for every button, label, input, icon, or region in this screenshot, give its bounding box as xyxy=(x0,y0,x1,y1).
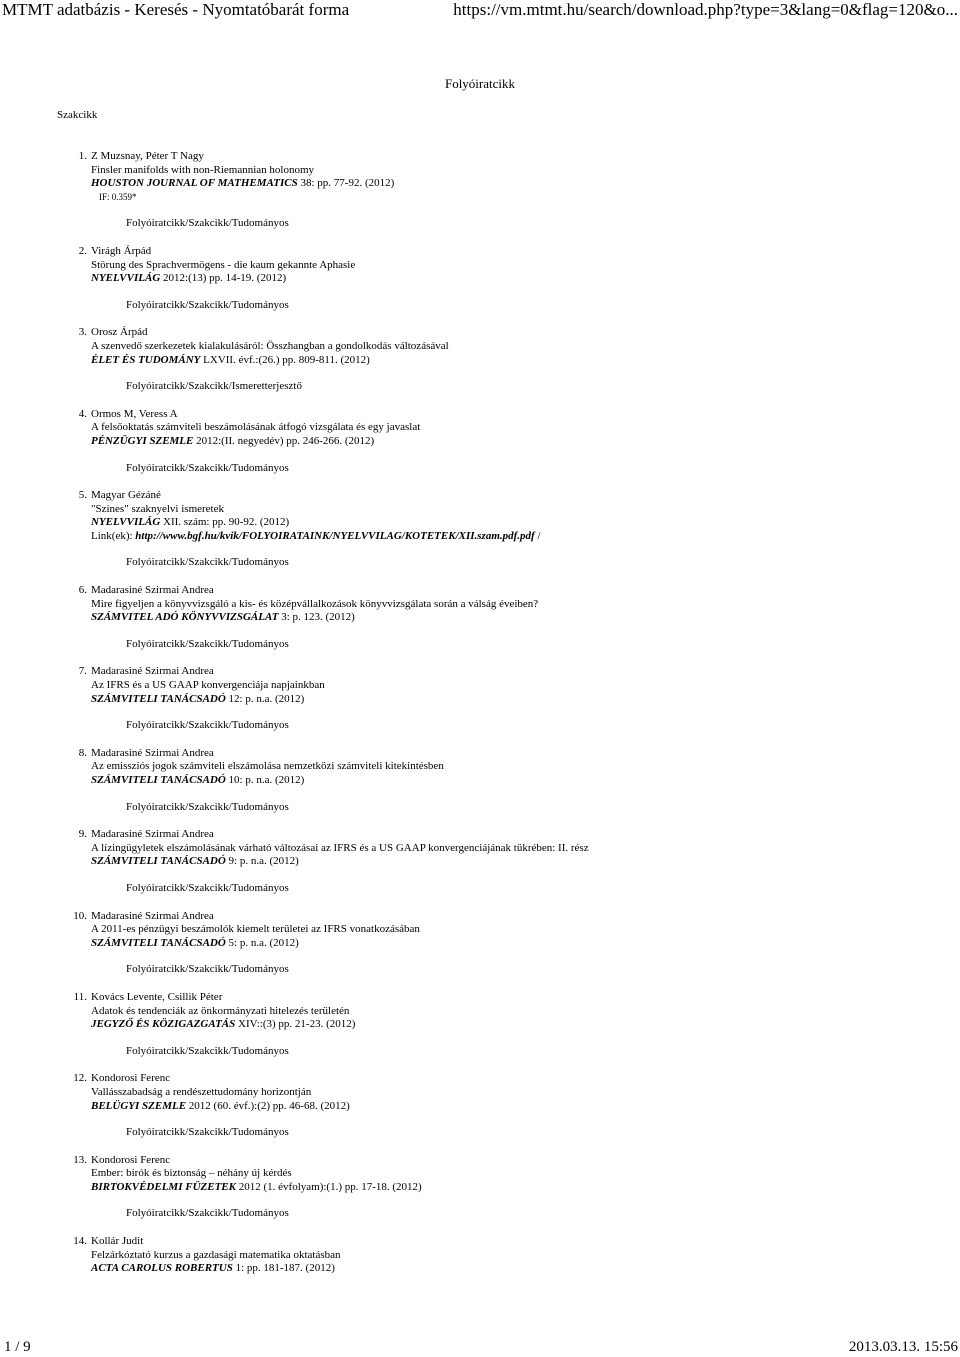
publication-entry xyxy=(78,746,951,814)
entry-authors-text: Kollár Judit xyxy=(91,1235,144,1248)
entry-authors xyxy=(78,407,951,422)
entry-authors xyxy=(78,746,951,761)
entry-details: 10: p. n.a. (2012) xyxy=(225,774,305,786)
entry-authors-text: Z Muzsnay, Péter T Nagy xyxy=(91,150,204,162)
entry-number: 9. xyxy=(78,828,87,841)
entry-journal-line xyxy=(91,1262,951,1276)
entry-number: 3. xyxy=(78,326,87,339)
entry-journal-line xyxy=(91,937,951,951)
entry-number: 7. xyxy=(78,665,87,678)
entry-title: Mire figyeljen a könyvvizsgáló a kis- és középvállalkozások könyvvizsgálata során a válság éveiben? xyxy=(91,597,539,610)
entry-authors-text: Madarasiné Szirmai Andrea xyxy=(91,746,214,759)
subsection-title: Szakcikk xyxy=(57,109,98,121)
entry-details: 12: p. n.a. (2012) xyxy=(225,692,305,705)
entry-journal-line xyxy=(91,354,951,368)
page-number: 1 / 9 xyxy=(4,1339,31,1355)
entry-category: Folyóiratcikk/Szakcikk/Tudományos xyxy=(126,963,289,976)
entry-authors xyxy=(78,584,951,598)
entry-details: 2012:(13) pp. 14-19. (2012) xyxy=(160,272,287,285)
entry-category: Folyóiratcikk/Szakcikk/Tudományos xyxy=(126,881,289,894)
entry-journal: BIRTOKVÉDELMI FÜZETEK xyxy=(91,1180,236,1193)
entry-title: Felzárkóztató kurzus a gazdasági matematika oktatásban xyxy=(91,1248,341,1261)
entry-category: Folyóiratcikk/Szakcikk/Tudományos xyxy=(126,461,289,474)
entry-number: 2. xyxy=(78,244,87,257)
entry-journal: SZÁMVITEL ADÓ KÖNYVVIZSGÁLAT xyxy=(91,611,279,624)
entry-category: Folyóiratcikk/Szakcikk/Tudományos xyxy=(126,1126,289,1139)
entry-category: Folyóiratcikk/Szakcikk/Tudományos xyxy=(126,1207,289,1220)
entry-authors-text: Kondorosi Ferenc xyxy=(91,1072,171,1085)
entry-authors xyxy=(73,1235,951,1249)
entry-journal: SZÁMVITELI TANÁCSADÓ xyxy=(91,936,226,949)
entry-journal-line xyxy=(91,693,951,707)
entry-number: 10. xyxy=(73,909,87,922)
entry-details: 2012 (1. évfolyam):(1.) pp. 17-18. (2012) xyxy=(235,1180,422,1193)
entry-number: 14. xyxy=(73,1235,87,1248)
entry-number: 4. xyxy=(78,407,87,420)
entry-journal-line xyxy=(91,516,951,530)
entry-title: "Színes" szaknyelvi ismeretek xyxy=(91,502,224,515)
entry-number: 6. xyxy=(78,584,87,597)
entry-authors-text: Ormos M, Veress A xyxy=(91,407,178,420)
entry-number: 5. xyxy=(78,489,87,502)
publication-entry xyxy=(78,326,951,393)
entry-details: XIV::(3) pp. 21-23. (2012) xyxy=(235,1018,356,1031)
publication-entry xyxy=(78,584,951,651)
publication-entry xyxy=(73,1235,951,1276)
publication-list xyxy=(73,150,951,1276)
entry-authors-text: Orosz Árpád xyxy=(91,326,148,339)
entry-authors-text: Madarasiné Szirmai Andrea xyxy=(91,909,214,922)
entry-category: Folyóiratcikk/Szakcikk/Tudományos xyxy=(126,1044,289,1057)
entry-details: 38: pp. 77-92. (2012) xyxy=(297,177,395,190)
publication-entry xyxy=(73,1153,951,1221)
entry-title: A lízingügyletek elszámolásának várható változásai az IFRS és a US GAAP konvergenciájának tükrében: II. rész xyxy=(91,841,589,854)
entry-journal-line xyxy=(91,774,951,788)
entry-authors xyxy=(78,150,951,164)
publication-entry xyxy=(78,489,951,570)
entry-journal: PÉNZÜGYI SZEMLE xyxy=(91,434,194,447)
entry-category: Folyóiratcikk/Szakcikk/Tudományos xyxy=(126,556,289,569)
publication-entry xyxy=(78,150,951,231)
publication-entry xyxy=(78,665,951,732)
entry-category: Folyóiratcikk/Szakcikk/Tudományos xyxy=(126,719,289,732)
entry-authors xyxy=(78,489,951,503)
page-header-title: MTMT adatbázis - Keresés - Nyomtatóbarát forma xyxy=(2,0,350,19)
entry-title: A 2011-es pénzügyi beszámolók kiemelt területei az IFRS vonatkozásában xyxy=(91,923,420,936)
entry-number: 13. xyxy=(73,1153,87,1166)
entry-journal: ACTA CAROLUS ROBERTUS xyxy=(91,1262,233,1275)
entry-impact-factor: IF: 0.359* xyxy=(99,191,137,202)
entry-category: Folyóiratcikk/Szakcikk/Tudományos xyxy=(126,800,289,813)
entry-number: 12. xyxy=(73,1072,87,1085)
entry-journal: BELÜGYI SZEMLE xyxy=(91,1099,187,1112)
publication-entry xyxy=(78,244,951,312)
entry-journal-line xyxy=(91,272,951,286)
section-title: Folyóiratcikk xyxy=(444,76,516,91)
entry-title: Störung des Sprachvermögens - die kaum gekannte Aphasie xyxy=(91,258,356,271)
entry-authors xyxy=(78,244,951,259)
entry-title: A felsőoktatás számviteli beszámolásának átfogó vizsgálata és egy javaslat xyxy=(91,421,421,434)
entry-details: 3: p. 123. (2012) xyxy=(278,611,355,624)
entry-number: 8. xyxy=(78,746,87,759)
entry-authors-text: Madarasiné Szirmai Andrea xyxy=(91,665,214,678)
page-header-url: https://vm.mtmt.hu/search/download.php?type=3&lang=0&flag=120&o... xyxy=(453,0,958,19)
entry-category: Folyóiratcikk/Szakcikk/Ismeretterjesztő xyxy=(126,380,302,393)
entry-journal-line xyxy=(91,1100,951,1114)
entry-title: Finsler manifolds with non-Riemannian holonomy xyxy=(91,163,315,176)
publication-entry xyxy=(73,909,951,977)
entry-journal: NYELVVILÁG xyxy=(91,516,161,529)
entry-authors-text: Madarasiné Szirmai Andrea xyxy=(91,584,214,597)
entry-journal: SZÁMVITELI TANÁCSADÓ xyxy=(91,774,226,786)
entry-authors xyxy=(73,909,951,924)
entry-authors-text: Virágh Árpád xyxy=(91,244,152,257)
entry-authors-text: Kondorosi Ferenc xyxy=(91,1153,171,1166)
entry-details: 9: p. n.a. (2012) xyxy=(225,855,299,868)
publication-entry xyxy=(78,407,951,475)
print-timestamp: 2013.03.13. 15:56 xyxy=(848,1339,958,1355)
entry-journal-line xyxy=(91,1181,951,1195)
entry-link-label: Link(ek): xyxy=(91,529,136,542)
publication-entry xyxy=(73,990,951,1058)
entry-journal-line xyxy=(91,435,951,449)
entry-number: 11. xyxy=(73,990,87,1003)
entry-details: 5: p. n.a. (2012) xyxy=(225,936,299,949)
entry-category: Folyóiratcikk/Szakcikk/Tudományos xyxy=(126,637,289,650)
entry-link-url[interactable]: http://www.bgf.hu/kvik/FOLYOIRATAINK/NYELVVILAG/KOTETEK/XII.szam.pdf.pdf xyxy=(135,529,535,542)
entry-journal: SZÁMVITELI TANÁCSADÓ xyxy=(91,855,226,868)
entry-link-suffix: / xyxy=(534,529,541,542)
entry-authors-text: Kovács Levente, Csillik Péter xyxy=(91,990,223,1003)
entry-details: LXVII. évf.:(26.) pp. 809-811. (2012) xyxy=(200,353,370,366)
entry-authors xyxy=(78,665,951,679)
entry-link-line xyxy=(91,530,951,544)
entry-journal: JEGYZŐ ÉS KÖZIGAZGATÁS xyxy=(91,1018,236,1031)
entry-authors xyxy=(73,1072,951,1086)
entry-title: Az emissziós jogok számviteli elszámolása nemzetközi számviteli kitekintésben xyxy=(91,760,444,773)
entry-authors-text: Magyar Gézáné xyxy=(91,489,161,502)
entry-category: Folyóiratcikk/Szakcikk/Tudományos xyxy=(126,217,289,230)
entry-authors xyxy=(73,1153,951,1168)
entry-title: Az IFRS és a US GAAP konvergenciája napjainkban xyxy=(91,679,325,692)
entry-authors-text: Madarasiné Szirmai Andrea xyxy=(91,828,214,841)
entry-authors xyxy=(73,990,951,1005)
entry-journal-line xyxy=(91,1018,951,1032)
entry-category: Folyóiratcikk/Szakcikk/Tudományos xyxy=(126,298,289,311)
entry-journal: HOUSTON JOURNAL OF MATHEMATICS xyxy=(91,177,298,190)
entry-journal-line xyxy=(91,855,951,869)
entry-title: Adatok és tendenciák az önkormányzati hitelezés területén xyxy=(91,1004,350,1017)
publication-entry xyxy=(78,828,951,895)
entry-details: 1: pp. 181-187. (2012) xyxy=(232,1262,335,1275)
entry-title: A szenvedő szerkezetek kialakulásáról: Összhangban a gondolkodás változásával xyxy=(91,339,449,352)
entry-details: XII. szám: pp. 90-92. (2012) xyxy=(160,516,290,529)
entry-journal: NYELVVILÁG xyxy=(91,272,161,285)
entry-journal-line xyxy=(91,177,951,191)
publication-entry xyxy=(73,1072,951,1139)
entry-number: 1. xyxy=(78,150,87,162)
entry-journal-line xyxy=(91,611,951,625)
entry-journal: ÉLET ÉS TUDOMÁNY xyxy=(91,353,201,366)
entry-title: Ember: bírók és biztonság – néhány új kérdés xyxy=(91,1167,292,1180)
entry-details: 2012 (60. évf.):(2) pp. 46-68. (2012) xyxy=(186,1099,350,1112)
entry-authors xyxy=(78,828,951,842)
entry-authors xyxy=(78,326,951,340)
entry-title: Vallásszabadság a rendészettudomány horizontján xyxy=(91,1085,312,1098)
entry-journal: SZÁMVITELI TANÁCSADÓ xyxy=(91,692,226,705)
entry-details: 2012:(II. negyedév) pp. 246-266. (2012) xyxy=(193,434,375,447)
